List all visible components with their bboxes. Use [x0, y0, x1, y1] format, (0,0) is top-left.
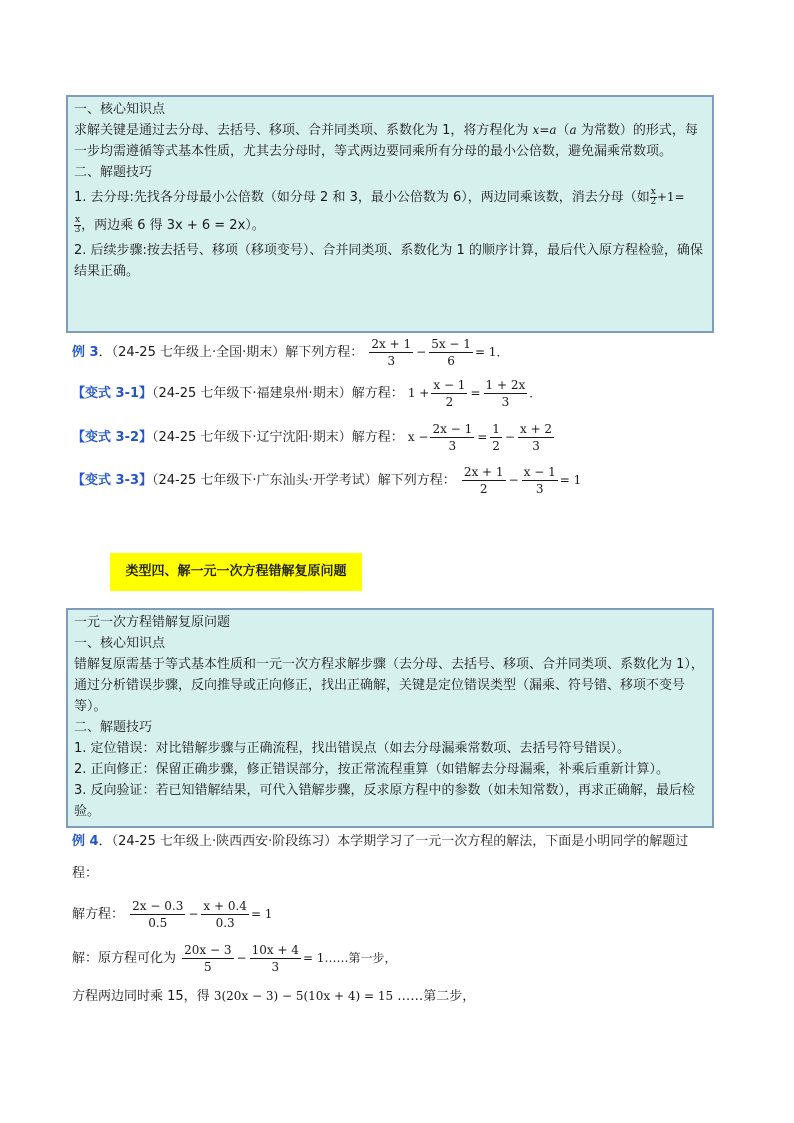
step-text: 方程两边同时乘 15，得: [72, 989, 214, 1004]
equation: [128, 899, 273, 930]
operator: −: [188, 907, 199, 921]
box1-text: ，两边乘 6 得 3x + 6 = 2x）。: [81, 218, 265, 233]
numerator: x + 0.4: [203, 899, 247, 913]
example-4-equation: [72, 898, 272, 931]
operator: −: [504, 430, 515, 444]
denominator: 3: [448, 439, 457, 453]
box2-paragraph: 错解复原需基于等式基本性质和一元一次方程求解步骤（去分母、去括号、移项、合并同类项、系数化为 1），通过分析错误步骤，反向推导或正向修正，找出正确解，关键是定位错误类型（漏乘、符号错、移项不变号等）。: [74, 657, 704, 714]
operator: =: [477, 430, 488, 444]
box1-math-a: a: [569, 123, 577, 137]
equation-tail: = 1: [559, 473, 582, 487]
example-4: [72, 832, 688, 852]
box1-text: 1. 去分母:先找各分母最小公倍数（如分母 2 和 3，最小公倍数为 6），两边同乘该数，消去分母（如: [74, 190, 650, 205]
equation-prefix: 1 +: [407, 386, 430, 400]
numerator: 1 + 2x: [485, 378, 526, 392]
fraction: [490, 421, 502, 454]
denominator: 2: [445, 395, 454, 409]
box1-text: 求解关键是通过去分母、去括号、移项、合并同类项、系数化为 1，将方程化为: [74, 123, 533, 138]
operator: −: [508, 473, 519, 487]
denominator: 0.5: [148, 916, 168, 930]
denominator: 3: [535, 482, 544, 496]
example-text: ．（24-25 七年级上·陕西西安·阶段练习）本学期学习了一元一次方程的解法，下面是小明同学的解题过: [98, 834, 689, 849]
example-3: [72, 336, 508, 369]
fraction-x-over-2: [650, 188, 657, 207]
solution-step-2: [72, 986, 475, 1007]
step-math: 3(20x − 3) − 5(10x + 4) = 15: [213, 989, 394, 1003]
variant-3-2: [72, 421, 556, 454]
equation: [180, 943, 397, 974]
equation: [460, 465, 582, 496]
equation-label: 解方程：: [72, 907, 125, 922]
example-label: 例 3: [72, 345, 99, 360]
equation-tail: ．: [529, 386, 542, 400]
numerator: 10x + 4: [251, 943, 299, 957]
fraction: [518, 421, 554, 454]
numerator: 2x + 1: [371, 337, 412, 351]
fraction: [431, 377, 467, 410]
operator: −: [416, 345, 427, 359]
numerator: 20x − 3: [184, 943, 232, 957]
numerator: x − 1: [433, 378, 466, 392]
fraction: [430, 421, 474, 454]
operator: =: [470, 386, 481, 400]
operator: −: [236, 951, 247, 965]
variant-text: （24-25 七年级下·福建泉州·期末）解方程：: [152, 386, 404, 401]
box2-heading-2: 二、解题技巧: [74, 720, 153, 735]
fraction: [250, 942, 301, 975]
numerator: x: [650, 187, 656, 197]
equation-tail: = 1．: [474, 345, 509, 359]
fraction: [522, 464, 558, 497]
fraction: [182, 942, 233, 975]
fraction: [130, 898, 185, 931]
equation-prefix: x −: [407, 430, 429, 444]
box1-tip-2: 2. 后续步骤:按去括号、移项（移项变号）、合并同类项、系数化为 1 的顺序计算，最后代入原方程检验，确保结果正确。: [74, 243, 703, 279]
box1-heading-1: 一、核心知识点: [74, 102, 166, 117]
fraction: [462, 464, 506, 497]
variant-label: 【变式 3-2】: [72, 430, 153, 445]
box1-heading-2: 二、解题技巧: [74, 165, 153, 180]
box1-paragraph: [74, 120, 706, 162]
variant-text: （24-25 七年级下·辽宁沈阳·期末）解方程：: [152, 430, 404, 445]
numerator: x: [75, 215, 81, 225]
box2-heading-1: 一、核心知识点: [74, 636, 166, 651]
denominator: 6: [447, 354, 455, 368]
variant-label: 【变式 3-3】: [72, 473, 153, 488]
numerator: 2x − 1: [432, 422, 473, 436]
box1-text: 为常数）的形式，每一步均需遵循等式基本性质，尤其去分母时，等式两边要同乘所有分母的最小公倍数，避免漏乘常数项。: [74, 123, 698, 159]
solution-step-1: [72, 942, 396, 975]
box2-tip-2: 2. 正向修正：保留正确步骤，修正错误部分，按正常流程重算（如错解去分母漏乘，补乘后重新计算）。: [74, 762, 670, 777]
denominator: 3: [387, 354, 396, 368]
step-label: 解：原方程可化为: [72, 951, 177, 966]
fraction: [201, 898, 249, 931]
denominator: 5: [204, 960, 212, 974]
numerator: 1: [492, 422, 500, 436]
step-tail: = 1……第一步，: [302, 951, 397, 965]
variant-text: （24-25 七年级下·广东汕头·开学考试）解下列方程：: [152, 473, 456, 488]
knowledge-box-1: [66, 95, 714, 333]
numerator: x + 2: [519, 422, 553, 436]
box2-tip-3: 3. 反向验证：若已知错解结果，可代入错解步骤，反求原方程中的参数（如未知常数），再求正确解，最后检验。: [74, 783, 696, 819]
box1-math: +1=: [656, 190, 685, 204]
box1-text: （: [556, 123, 570, 138]
denominator: 2: [492, 439, 500, 453]
variant-3-3: [72, 464, 581, 497]
section-title: 类型四、解一元一次方程错解复原问题: [110, 553, 362, 591]
numerator: 2x + 1: [463, 465, 504, 479]
equation-tail: = 1: [250, 907, 273, 921]
fraction: [369, 336, 413, 369]
box2-line-1: 一元一次方程错解复原问题: [74, 615, 231, 630]
equation: [407, 378, 542, 409]
box1-tip-1: [74, 183, 706, 240]
denominator: 3: [501, 395, 510, 409]
knowledge-box-2: [66, 608, 714, 828]
example-4-cont: 程：: [72, 866, 99, 881]
denominator: 3: [74, 225, 81, 235]
equation: [367, 337, 509, 368]
example-text: ．（24-25 七年级上·全国·期末）解下列方程：: [98, 345, 364, 360]
numerator: 2x − 0.3: [132, 899, 184, 913]
numerator: 5x − 1: [431, 337, 471, 351]
denominator: 2: [650, 197, 657, 207]
fraction: [484, 377, 528, 410]
denominator: 3: [271, 960, 280, 974]
denominator: 2: [479, 482, 488, 496]
variant-label: 【变式 3-1】: [72, 386, 153, 401]
example-label: 例 4: [72, 834, 99, 849]
variant-3-1: [72, 377, 541, 410]
fraction: [429, 336, 473, 369]
denominator: 0.3: [215, 916, 235, 930]
box2-tip-1: 1. 定位错误：对比错解步骤与正确流程，找出错误点（如去分母漏乘常数项、去括号符号错误）。: [74, 741, 631, 756]
numerator: x − 1: [523, 465, 556, 479]
equation: [407, 422, 556, 453]
step-tail: ……第二步，: [393, 989, 476, 1004]
box1-math-x: x=a: [532, 123, 557, 137]
denominator: 3: [532, 439, 540, 453]
